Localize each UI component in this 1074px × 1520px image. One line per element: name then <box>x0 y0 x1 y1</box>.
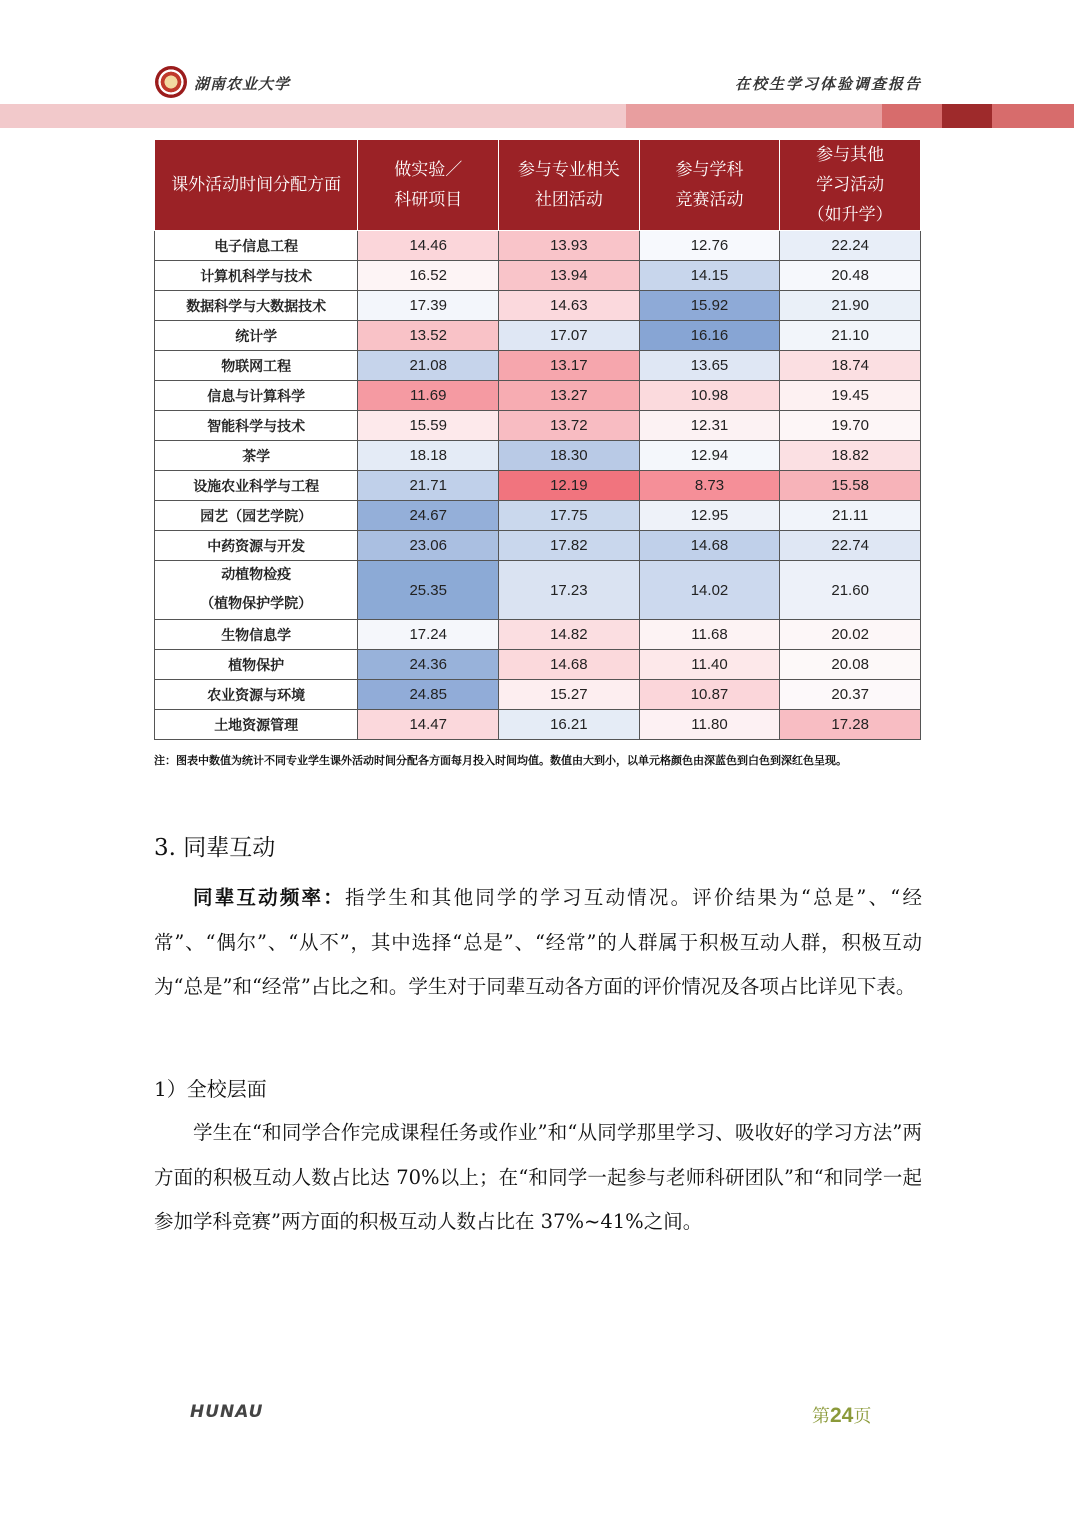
subsection-title: 1）全校层面 <box>154 1077 267 1101</box>
university-seal-icon <box>155 66 187 98</box>
value-cell: 12.94 <box>639 441 780 471</box>
value-cell: 22.24 <box>780 231 921 261</box>
value-cell: 17.28 <box>780 710 921 740</box>
value-cell: 14.68 <box>639 531 780 561</box>
footer-logo: HUNAU <box>190 1402 264 1422</box>
value-cell: 11.80 <box>639 710 780 740</box>
value-cell: 15.58 <box>780 471 921 501</box>
column-header: 参与学科 竞赛活动 <box>639 140 780 231</box>
value-cell: 20.02 <box>780 620 921 650</box>
value-cell: 21.10 <box>780 321 921 351</box>
table-body <box>155 231 921 740</box>
value-cell: 17.39 <box>358 291 499 321</box>
value-cell: 21.08 <box>358 351 499 381</box>
major-name-cell: 信息与计算科学 <box>155 381 358 411</box>
value-cell: 13.93 <box>499 231 640 261</box>
page-number <box>812 1402 871 1428</box>
value-cell: 17.24 <box>358 620 499 650</box>
table-note: 注：图表中数值为统计不同专业学生课外活动时间分配各方面每月投入时间均值。数值由大到小，以单元格颜色由深蓝色到白色到深红色呈现。 <box>154 754 847 767</box>
table-row <box>155 441 921 471</box>
value-cell: 13.52 <box>358 321 499 351</box>
major-name-cell: 农业资源与环境 <box>155 680 358 710</box>
major-name-cell: 茶学 <box>155 441 358 471</box>
major-name-cell: 数据科学与大数据技术 <box>155 291 358 321</box>
term-label: 同辈互动频率： <box>193 886 345 909</box>
table-row <box>155 351 921 381</box>
value-cell: 10.98 <box>639 381 780 411</box>
value-cell: 13.27 <box>499 381 640 411</box>
column-header: 课外活动时间分配方面 <box>155 140 358 231</box>
value-cell: 21.90 <box>780 291 921 321</box>
header-band <box>942 104 992 128</box>
major-name-cell: 动植物检疫 （植物保护学院） <box>155 561 358 620</box>
value-cell: 19.45 <box>780 381 921 411</box>
value-cell: 14.02 <box>639 561 780 620</box>
value-cell: 20.37 <box>780 680 921 710</box>
value-cell: 13.72 <box>499 411 640 441</box>
value-cell: 15.27 <box>499 680 640 710</box>
header-band <box>992 104 1074 128</box>
page-prefix: 第 <box>812 1406 830 1427</box>
value-cell: 19.70 <box>780 411 921 441</box>
major-name-cell: 统计学 <box>155 321 358 351</box>
value-cell: 17.23 <box>499 561 640 620</box>
value-cell: 16.16 <box>639 321 780 351</box>
value-cell: 17.07 <box>499 321 640 351</box>
table-row <box>155 291 921 321</box>
header-band <box>0 104 626 128</box>
table-row <box>155 501 921 531</box>
value-cell: 24.67 <box>358 501 499 531</box>
value-cell: 11.40 <box>639 650 780 680</box>
table-row <box>155 620 921 650</box>
major-name-cell: 智能科学与技术 <box>155 411 358 441</box>
value-cell: 16.21 <box>499 710 640 740</box>
value-cell: 10.87 <box>639 680 780 710</box>
paragraph: 学生在“和同学合作完成课程任务或作业”和“从同学那里学习、吸收好的学习方法”两方面的积极互动人数占比达 70%以上；在“和同学一起参与老师科研团队”和“和同学一起参加学科竞赛”两方面的积极互动人数占比在 37%~41%之间。 <box>154 1121 922 1233</box>
major-name-cell: 电子信息工程 <box>155 231 358 261</box>
university-name: 湖南农业大学 <box>194 75 291 93</box>
value-cell: 25.35 <box>358 561 499 620</box>
major-name-cell: 土地资源管理 <box>155 710 358 740</box>
table-row <box>155 471 921 501</box>
value-cell: 17.75 <box>499 501 640 531</box>
value-cell: 21.60 <box>780 561 921 620</box>
major-name-cell: 物联网工程 <box>155 351 358 381</box>
value-cell: 23.06 <box>358 531 499 561</box>
value-cell: 24.85 <box>358 680 499 710</box>
table-row <box>155 710 921 740</box>
table-row <box>155 321 921 351</box>
header-band <box>882 104 942 128</box>
column-header: 做实验／ 科研项目 <box>358 140 499 231</box>
value-cell: 21.11 <box>780 501 921 531</box>
value-cell: 12.31 <box>639 411 780 441</box>
paragraph-text: 指学生和其他同学的学习互动情况。评价结果为“总是”、“经常”、“偶尔”、“从不”，其中选择“总是”、“经常”的人群属于积极互动人群，积极互动为“总是”和“经常”占比之和。学生对于同辈互动各方面的评价情况及各项占比详见下表。 <box>154 886 922 998</box>
value-cell: 21.71 <box>358 471 499 501</box>
major-name-cell: 园艺（园艺学院） <box>155 501 358 531</box>
value-cell: 15.92 <box>639 291 780 321</box>
value-cell: 15.59 <box>358 411 499 441</box>
value-cell: 13.94 <box>499 261 640 291</box>
section-title: 3. 同辈互动 <box>154 835 276 861</box>
major-name-cell: 计算机科学与技术 <box>155 261 358 291</box>
value-cell: 17.82 <box>499 531 640 561</box>
value-cell: 18.30 <box>499 441 640 471</box>
value-cell: 14.68 <box>499 650 640 680</box>
major-name-cell: 生物信息学 <box>155 620 358 650</box>
major-name-cell: 中药资源与开发 <box>155 531 358 561</box>
value-cell: 14.46 <box>358 231 499 261</box>
value-cell: 14.63 <box>499 291 640 321</box>
value-cell: 14.15 <box>639 261 780 291</box>
value-cell: 11.69 <box>358 381 499 411</box>
value-cell: 14.82 <box>499 620 640 650</box>
value-cell: 18.18 <box>358 441 499 471</box>
value-cell: 12.76 <box>639 231 780 261</box>
table-header-row <box>155 140 921 231</box>
value-cell: 18.82 <box>780 441 921 471</box>
major-name-cell: 植物保护 <box>155 650 358 680</box>
value-cell: 14.47 <box>358 710 499 740</box>
value-cell: 16.52 <box>358 261 499 291</box>
value-cell: 22.74 <box>780 531 921 561</box>
value-cell: 24.36 <box>358 650 499 680</box>
page-suffix: 页 <box>853 1406 872 1427</box>
column-header: 参与专业相关 社团活动 <box>499 140 640 231</box>
table-row <box>155 411 921 441</box>
activity-time-table <box>154 139 921 740</box>
value-cell: 8.73 <box>639 471 780 501</box>
table-row <box>155 561 921 620</box>
table-row <box>155 231 921 261</box>
report-title: 在校生学习体验调查报告 <box>734 75 922 93</box>
header-band <box>626 104 882 128</box>
value-cell: 12.95 <box>639 501 780 531</box>
value-cell: 18.74 <box>780 351 921 381</box>
value-cell: 20.48 <box>780 261 921 291</box>
value-cell: 11.68 <box>639 620 780 650</box>
table-row <box>155 680 921 710</box>
page-number-value: 24 <box>830 1404 854 1427</box>
table-row <box>155 381 921 411</box>
value-cell: 13.17 <box>499 351 640 381</box>
paragraph <box>154 876 922 1010</box>
table-row <box>155 531 921 561</box>
major-name-cell: 设施农业科学与工程 <box>155 471 358 501</box>
table-row <box>155 650 921 680</box>
value-cell: 13.65 <box>639 351 780 381</box>
column-header: 参与其他 学习活动 （如升学） <box>780 140 921 231</box>
table-row <box>155 261 921 291</box>
value-cell: 12.19 <box>499 471 640 501</box>
page-header <box>0 0 1074 130</box>
value-cell: 20.08 <box>780 650 921 680</box>
